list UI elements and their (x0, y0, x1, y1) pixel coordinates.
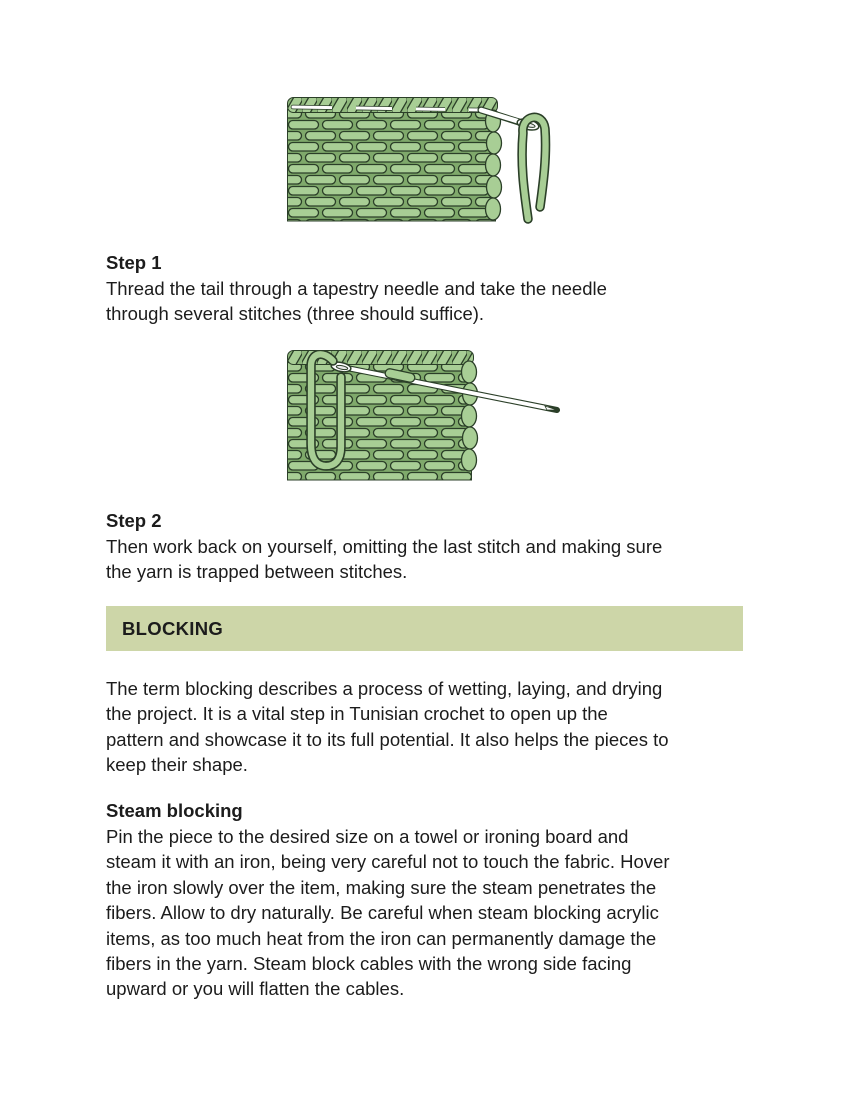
step1-heading: Step 1 (106, 252, 162, 273)
crochet-swatch-needle-diagonal-icon (287, 350, 565, 482)
blocking-intro-section (106, 676, 751, 778)
steam-blocking-heading: Steam blocking (106, 800, 243, 821)
step2-illustration (287, 350, 565, 482)
step2-body: Then work back on yourself, omitting the last stitch and making sure the yarn is trapped between stitches. (106, 536, 663, 583)
step1-body: Thread the tail through a tapestry needle and take the needle through several stitches (three should suffice). (106, 278, 607, 325)
step1-illustration (287, 97, 565, 224)
blocking-banner-title: BLOCKING (122, 617, 224, 639)
step2-heading: Step 2 (106, 510, 162, 531)
step1-section (106, 250, 751, 327)
blocking-intro: The term blocking describes a process of wetting, laying, and drying the project. It is a vital step in Tunisian crochet to open up the pattern and showcase it to its full potential. It also helps the pieces to keep their shape. (106, 678, 669, 776)
crochet-swatch-needle-right-icon (287, 97, 565, 224)
step2-section (106, 508, 751, 585)
steam-blocking-section (106, 798, 751, 1002)
steam-blocking-body: Pin the piece to the desired size on a towel or ironing board and steam it with an iron, being very careful not to touch the fabric. Hover the iron slowly over the item, making sure the steam penetrates the fibers. Allow to dry naturally. Be careful when steam blocking acrylic items, as too much heat from the iron can permanently damage the fibers in the yarn. Steam block cables with the wrong side facing upward or you will flatten the cables. (106, 826, 670, 1000)
blocking-banner (106, 606, 743, 651)
